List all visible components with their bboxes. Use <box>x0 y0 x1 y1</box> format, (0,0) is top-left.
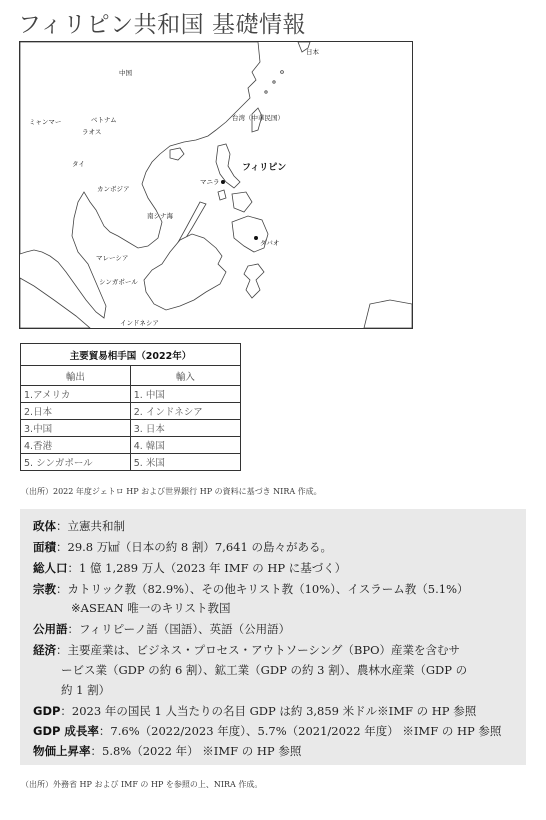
map-label-myanmar: ミャンマー <box>29 118 62 126</box>
davao-marker <box>254 236 258 240</box>
gdp-value: ：2023 年の国民 1 人当たりの名目 GDP は約 3,859 米ドル※IMF の HP 参照 <box>60 704 477 718</box>
language-key: 公用語 <box>33 622 68 636</box>
trade-header-imports: 輸入 <box>130 366 240 386</box>
population-key: 総人口 <box>33 561 68 575</box>
sulawesi-island <box>244 264 264 298</box>
luzon-island <box>216 144 240 188</box>
map-label-singapore: シンガポール <box>99 278 138 286</box>
new-guinea-edge <box>364 300 412 328</box>
hainan-island <box>170 148 184 160</box>
basic-info-box <box>20 509 526 765</box>
table-row <box>21 386 241 403</box>
language-value: ：フィリピーノ語（国語）、英語（公用語） <box>67 622 291 636</box>
table-row <box>21 403 241 420</box>
map-label-japan: 日本 <box>306 48 319 56</box>
polity-key: 政体 <box>33 519 56 533</box>
manila-marker <box>221 180 225 184</box>
map-svg <box>20 42 412 328</box>
economy-value-2: ービス業（GDP の約 6 割）、鉱工業（GDP の約 3 割）、農林水産業（GDP の <box>61 663 468 677</box>
economy-key: 経済 <box>33 643 56 657</box>
map-label-davao: ダバオ <box>260 239 280 247</box>
table-row <box>21 454 241 471</box>
map-label-south-china-sea: 南シナ海 <box>147 212 173 220</box>
info-source-note: （出所）外務省 HP および IMF の HP を参照の上、NIRA 作成。 <box>21 780 263 789</box>
page-title: フィリピン共和国 基礎情報 <box>18 12 306 38</box>
growth-key: GDP 成長率 <box>33 724 99 738</box>
religion-line <box>33 581 469 597</box>
area-value: ：29.8 万㎢（日本の約 8 割）7,641 の島々がある。 <box>56 540 332 554</box>
growth-line <box>33 723 501 739</box>
ryukyu-islet-1 <box>281 71 284 74</box>
economy-line <box>33 642 460 658</box>
export-cell: 1.アメリカ <box>21 386 131 403</box>
trade-partners-table <box>20 343 241 471</box>
inflation-value: ：5.8%（2022 年） ※IMF の HP 参照 <box>90 744 302 758</box>
export-cell: 4.香港 <box>21 437 131 454</box>
economy-value-3: 約 1 割） <box>61 683 111 697</box>
map-label-vietnam: ベトナム <box>91 116 117 124</box>
table-row <box>21 437 241 454</box>
export-cell: 5. シンガポール <box>21 454 131 471</box>
import-cell: 4. 韓国 <box>130 437 240 454</box>
map-label-philippines: フィリピン <box>242 163 287 173</box>
polity-line <box>33 518 125 534</box>
mindoro-island <box>218 190 226 200</box>
export-cell: 3.中国 <box>21 420 131 437</box>
trade-source-note: （出所）2022 年度ジェトロ HP および世界銀行 HP の資料に基づき NIRA 作成。 <box>21 487 322 496</box>
ryukyu-islet-3 <box>265 91 267 93</box>
southeast-asia-map <box>19 41 413 329</box>
population-value: ：1 億 1,289 万人（2023 年 IMF の HP に基づく） <box>67 561 347 575</box>
import-cell: 1. 中国 <box>130 386 240 403</box>
area-key: 面積 <box>33 540 56 554</box>
polity-value: ：立憲共和制 <box>56 519 125 533</box>
import-cell: 3. 日本 <box>130 420 240 437</box>
language-line <box>33 621 290 637</box>
map-label-thailand: タイ <box>72 160 85 168</box>
map-label-indonesia: インドネシア <box>120 319 159 327</box>
import-cell: 2. インドネシア <box>130 403 240 420</box>
gdp-key: GDP <box>33 704 61 718</box>
borneo-island <box>144 234 226 310</box>
map-label-cambodia: カンボジア <box>97 185 130 193</box>
gdp-line <box>33 703 476 719</box>
map-label-manila: マニラ <box>200 178 220 186</box>
religion-key: 宗教 <box>33 582 56 596</box>
population-line <box>33 560 346 576</box>
area-line <box>33 539 332 555</box>
export-cell: 2.日本 <box>21 403 131 420</box>
trade-table-caption: 主要貿易相手国（2022年） <box>21 344 241 366</box>
growth-value: ：7.6%（2022/2023 年度）、5.7%（2021/2022 年度） ※IMF の HP 参照 <box>98 724 502 738</box>
economy-value-1: ：主要産業は、ビジネス・プロセス・アウトソーシング（BPO）産業を含むサ <box>56 643 461 657</box>
religion-note: ※ASEAN 唯一のキリスト教国 <box>71 601 231 615</box>
visayas-islands <box>232 192 252 212</box>
ryukyu-islet-2 <box>273 81 275 83</box>
inflation-key: 物価上昇率 <box>33 744 91 758</box>
map-label-malaysia: マレーシア <box>96 254 129 262</box>
inflation-line <box>33 743 301 759</box>
import-cell: 5. 米国 <box>130 454 240 471</box>
map-label-laos: ラオス <box>82 128 102 136</box>
map-label-china: 中国 <box>119 69 132 77</box>
religion-value: ：カトリック教（82.9%）、その他キリスト教（10%）、イスラーム教（5.1%） <box>56 582 469 596</box>
trade-header-exports: 輸出 <box>21 366 131 386</box>
map-label-taiwan: 台湾（中華民国） <box>232 114 284 122</box>
table-row <box>21 420 241 437</box>
